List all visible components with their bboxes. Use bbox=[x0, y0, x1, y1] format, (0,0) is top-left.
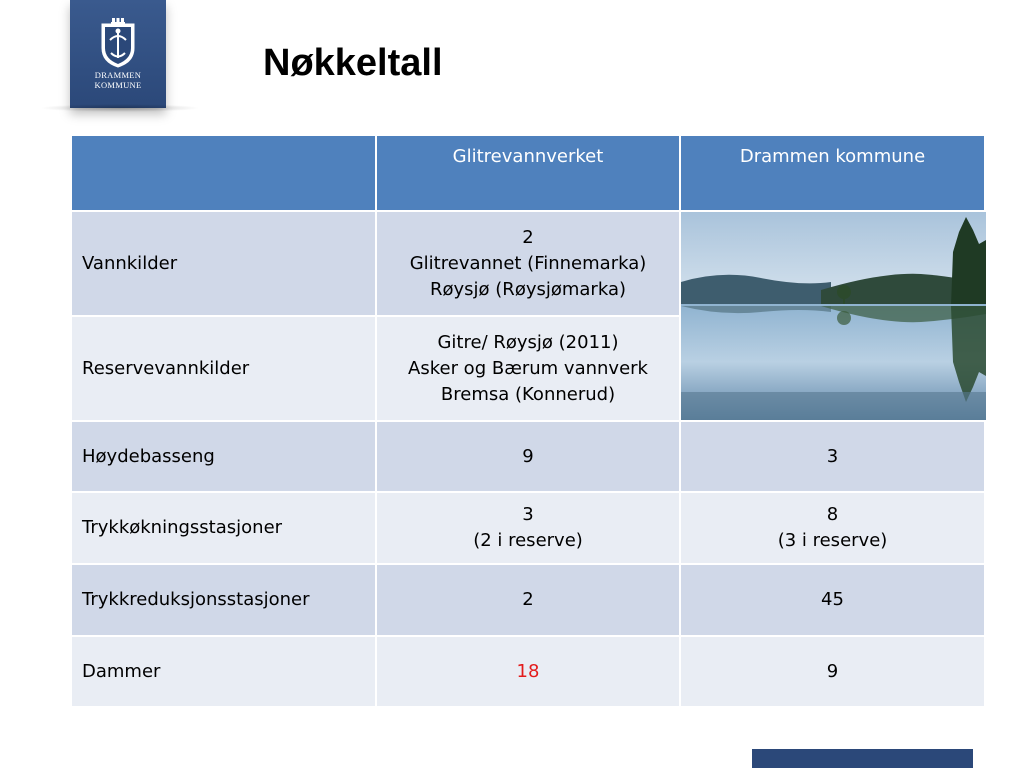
table-row bbox=[71, 421, 985, 492]
drammen-value: 9 bbox=[680, 636, 985, 707]
footer-bar bbox=[752, 749, 973, 768]
row-label: Trykkøkningsstasjoner bbox=[71, 492, 376, 564]
value-line: Gitre/ Røysjø (2011) bbox=[437, 331, 619, 353]
value-line: Glitrevannet (Finnemarka) bbox=[409, 252, 647, 274]
glitre-value bbox=[376, 492, 680, 564]
drammen-value: 3 bbox=[680, 421, 985, 492]
table-row bbox=[71, 492, 985, 564]
header-glitrevannverket: Glitrevannverket bbox=[376, 135, 680, 211]
table-row bbox=[71, 636, 985, 707]
glitre-value: 9 bbox=[376, 421, 680, 492]
drammen-value bbox=[680, 492, 985, 564]
row-label: Trykkreduksjonsstasjoner bbox=[71, 564, 376, 636]
logo-line-1: DRAMMEN bbox=[94, 70, 142, 80]
value-line: Asker og Bærum vannverk bbox=[408, 357, 648, 379]
lake-photo bbox=[680, 211, 985, 421]
coat-of-arms-icon bbox=[100, 18, 136, 68]
glitre-value bbox=[376, 316, 680, 421]
header-drammen-kommune: Drammen kommune bbox=[680, 135, 985, 211]
row-label: Høydebasseng bbox=[71, 421, 376, 492]
value-line: 8 bbox=[826, 504, 839, 525]
logo-line-2: KOMMUNE bbox=[94, 80, 142, 90]
header-empty bbox=[71, 135, 376, 211]
glitre-value-highlight: 18 bbox=[376, 636, 680, 707]
row-label: Dammer bbox=[71, 636, 376, 707]
table-header-row bbox=[71, 135, 985, 211]
drammen-kommune-logo bbox=[70, 0, 166, 108]
page-title: Nøkkeltall bbox=[263, 42, 443, 84]
row-label: Reservevannkilder bbox=[71, 316, 376, 421]
glitre-value: 2 bbox=[376, 564, 680, 636]
key-figures-table bbox=[70, 134, 986, 708]
glitre-value bbox=[376, 211, 680, 316]
value-line: 2 bbox=[522, 226, 534, 248]
drammen-value: 45 bbox=[680, 564, 985, 636]
row-label: Vannkilder bbox=[71, 211, 376, 316]
logo-shadow bbox=[40, 104, 200, 112]
table-row bbox=[71, 564, 985, 636]
value-line: (3 i reserve) bbox=[777, 530, 888, 551]
value-line: Bremsa (Konnerud) bbox=[440, 383, 616, 405]
value-line: 3 bbox=[522, 504, 534, 525]
table-row bbox=[71, 211, 985, 316]
lake-photo-icon bbox=[681, 212, 986, 420]
value-line: Røysjø (Røysjømarka) bbox=[430, 278, 626, 300]
value-line: (2 i reserve) bbox=[473, 530, 583, 551]
